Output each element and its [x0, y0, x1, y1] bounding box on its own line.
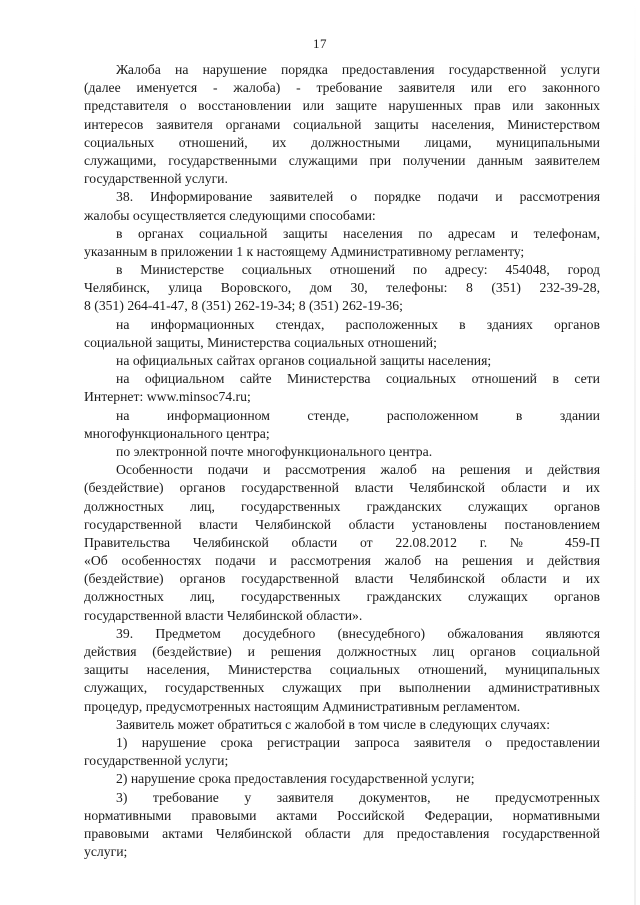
- text-line: 39. Предметом досудебного (внесудебного) обжалования являются: [116, 625, 600, 641]
- page-edge: [634, 0, 636, 905]
- text-line: должностных лиц, государственных гражданских служащих органов: [84, 589, 600, 605]
- text-line: (далее именуется - жалоба) - требование заявителя или его законного: [84, 80, 600, 96]
- text-line: служащими, государственными служащими при получении данным заявителем: [84, 152, 600, 168]
- text-line: услуги;: [84, 844, 128, 860]
- text-line: государственной власти Челябинской области».: [84, 607, 363, 623]
- text-line: на информационном стенде, расположенном в здании: [116, 407, 600, 423]
- document-body: [84, 61, 600, 861]
- text-line: интересов заявителя органами социальной защиты населения, Министерством: [84, 116, 600, 132]
- text-line: социальной защиты, Министерства социальных отношений;: [84, 334, 437, 350]
- text-line: служащих, государственных служащих при выполнении административных: [84, 680, 600, 696]
- text-line: Правительства Челябинской области от 22.08.2012 г. № 459-П: [84, 534, 600, 550]
- text-line: Заявитель может обратиться с жалобой в том числе в следующих случаях:: [116, 716, 551, 732]
- text-line: в органах социальной защиты населения по адресам и телефонам,: [116, 225, 600, 241]
- text-line: процедур, предусмотренных настоящим Административным регламентом.: [84, 698, 521, 714]
- text-line: жалобы осуществляется следующими способами:: [84, 207, 376, 223]
- text-line: должностных лиц, государственных гражданских служащих органов: [84, 498, 600, 514]
- text-line: Особенности подачи и рассмотрения жалоб на решения и действия: [116, 462, 600, 478]
- text-line: на официальном сайте Министерства социальных отношений в сети: [116, 371, 600, 387]
- text-line: (бездействие) органов государственной власти Челябинской области и их: [84, 571, 600, 587]
- text-line: представителя о восстановлении или защите нарушенных прав или законных: [84, 98, 600, 114]
- text-line: на информационных стендах, расположенных в зданиях органов: [116, 316, 600, 332]
- text-line: на официальных сайтах органов социальной защиты населения;: [116, 353, 492, 368]
- text-line: 38. Информирование заявителей о порядке подачи и рассмотрения: [116, 189, 600, 205]
- text-line: социальных отношений, их должностными лицами, муниципальными: [84, 134, 600, 150]
- text-line: (бездействие) органов государственной власти Челябинской области и их: [84, 480, 600, 496]
- text-line: действия (бездействие) и решения должностных лиц органов социальной: [84, 644, 600, 659]
- text-line: Челябинск, улица Воровского, дом 30, телефоны: 8 (351) 232-39-28,: [84, 280, 600, 296]
- text-line: 3) требование у заявителя документов, не предусмотренных: [116, 789, 600, 805]
- text-line: по электронной почте многофункционального центра.: [116, 443, 433, 459]
- text-line: правовыми актами Челябинской области для предоставления государственной: [84, 825, 600, 841]
- page-number: 17: [313, 36, 327, 51]
- text-line: указанным в приложении 1 к настоящему Административному регламенту;: [84, 243, 525, 259]
- text-line: многофункционального центра;: [84, 425, 270, 441]
- text-line: государственной услуги.: [84, 171, 228, 187]
- text-line: 8 (351) 264-41-47, 8 (351) 262-19-34; 8 (351) 262-19-36;: [84, 298, 403, 314]
- text-line: Жалоба на нарушение порядка предоставления государственной услуги: [116, 62, 600, 77]
- text-line: «Об особенностях подачи и рассмотрения жалоб на решения и действия: [84, 553, 600, 569]
- text-line: 1) нарушение срока регистрации запроса заявителя о предоставлении: [116, 734, 600, 750]
- text-line: государственной услуги;: [84, 753, 229, 769]
- text-line: защиты населения, Министерства социальных отношений, муниципальных: [84, 662, 600, 678]
- text-line: Интернет: www.minsoc74.ru;: [84, 389, 251, 405]
- text-line: в Министерстве социальных отношений по адресу: 454048, город: [116, 262, 600, 278]
- text-line: 2) нарушение срока предоставления государственной услуги;: [116, 771, 475, 787]
- text-line: нормативными правовыми актами Российской Федерации, нормативными: [84, 807, 600, 823]
- text-line: государственной власти Челябинской области установлены постановлением: [84, 516, 600, 532]
